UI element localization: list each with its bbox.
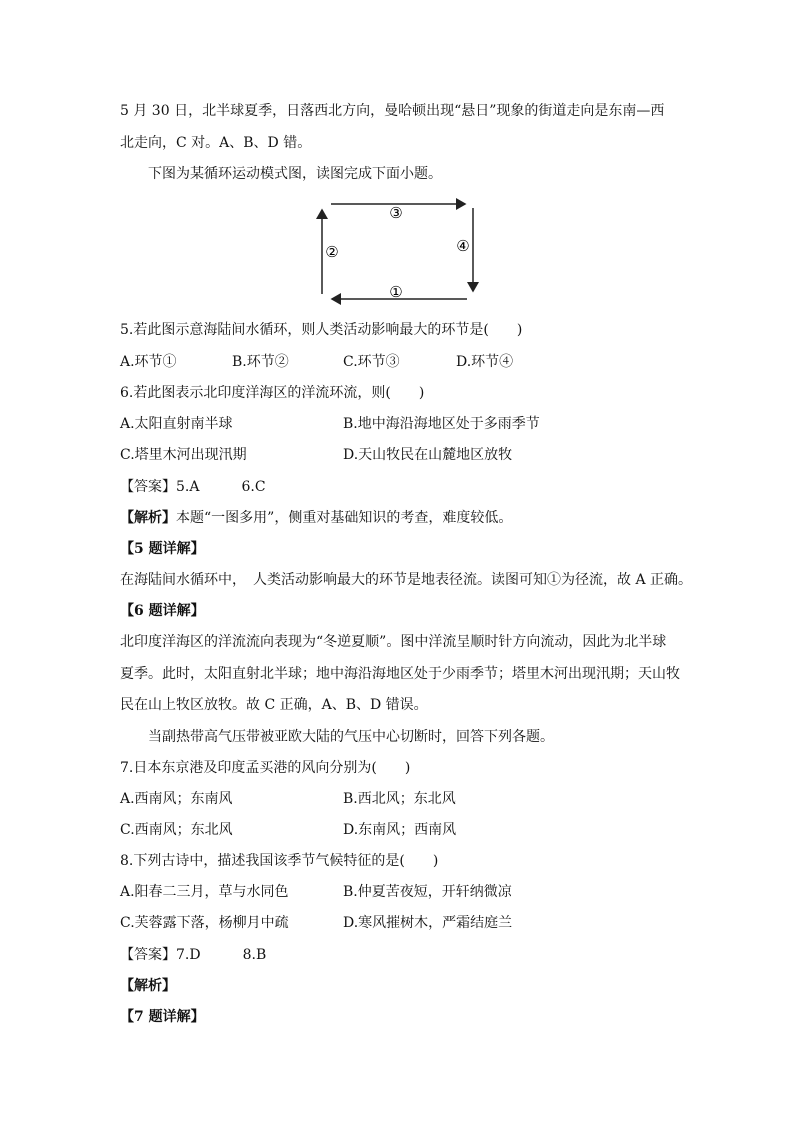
detail-6-heading: 【6 题详解】	[120, 603, 205, 619]
q6-option-b: B.地中海沿海地区处于多雨季节	[343, 416, 540, 432]
analysis-7-8: 【解析】	[120, 978, 176, 994]
detail-6-text-a: 北印度洋海区的洋流流向表现为“冬逆夏顺”。图中洋流呈顺时针方向流动，因此为北半球	[120, 634, 667, 650]
detail-7-heading: 【7 题详解】	[120, 1009, 205, 1025]
label-4: ④	[456, 237, 470, 255]
question-8: 8.下列古诗中，描述我国该季节气候特征的是( )	[120, 853, 439, 869]
question-6: 6.若此图表示北印度洋海区的洋流环流，则( )	[120, 385, 425, 401]
detail-5-text: 在海陆间水循环中， 人类活动影响最大的环节是地表径流。读图可知①为径流，故 A 正确。	[120, 572, 693, 588]
q5-option-b: B.环节②	[232, 354, 289, 370]
intro-diagram: 下图为某循环运动模式图，读图完成下面小题。	[148, 166, 442, 182]
line-p1b: 北走向，C 对。A、B、D 错。	[120, 135, 312, 151]
label-1: ①	[389, 283, 403, 301]
q6-option-c: C.塔里木河出现汛期	[120, 447, 247, 463]
q8-option-c: C.芙蓉露下落，杨柳月中疏	[120, 915, 289, 931]
q6-option-a: A.太阳直射南半球	[120, 416, 233, 432]
q8-option-a: A.阳春二三月，草与水同色	[120, 884, 289, 900]
q7-option-b: B.西北风；东北风	[343, 791, 456, 807]
cycle-diagram	[310, 196, 490, 308]
answer-5-6: 【答案】5.A 6.C	[120, 479, 266, 495]
q7-option-d: D.东南风；西南风	[343, 822, 457, 838]
label-3: ③	[389, 204, 403, 222]
q8-option-d: D.寒风摧树木，严霜结庭兰	[343, 915, 513, 931]
q8-option-b: B.仲夏苦夜短，开轩纳微凉	[343, 884, 512, 900]
analysis-text: 本题“一图多用”，侧重对基础知识的考查，难度较低。	[176, 510, 513, 526]
answer-7-8: 【答案】7.D 8.B	[120, 947, 267, 963]
line-p1a: 5 月 30 日，北半球夏季，日落西北方向，曼哈顿出现“悬日”现象的街道走向是东南—西	[120, 103, 665, 119]
q7-option-a: A.西南风；东南风	[120, 791, 233, 807]
detail-6-text-b: 夏季。此时，太阳直射北半球；地中海沿海地区处于少雨季节；塔里木河出现汛期；天山牧	[120, 666, 680, 682]
q6-option-d: D.天山牧民在山麓地区放牧	[343, 447, 513, 463]
analysis-5-6	[120, 508, 512, 528]
q7-option-c: C.西南风；东北风	[120, 822, 233, 838]
detail-6-text-c: 民在山上牧区放牧。故 C 正确，A、B、D 错误。	[120, 697, 428, 713]
label-2: ②	[325, 243, 339, 261]
q5-option-a: A.环节①	[120, 354, 177, 370]
q5-option-d: D.环节④	[456, 354, 514, 370]
detail-5-heading: 【5 题详解】	[120, 541, 205, 557]
question-5: 5.若此图示意海陆间水循环，则人类活动影响最大的环节是( )	[120, 322, 523, 338]
intro-7-8: 当副热带高气压带被亚欧大陆的气压中心切断时，回答下列各题。	[148, 729, 554, 745]
question-7: 7.日本东京港及印度孟买港的风向分别为( )	[120, 760, 411, 776]
q5-option-c: C.环节③	[343, 354, 400, 370]
analysis-tag: 【解析】	[120, 510, 176, 526]
